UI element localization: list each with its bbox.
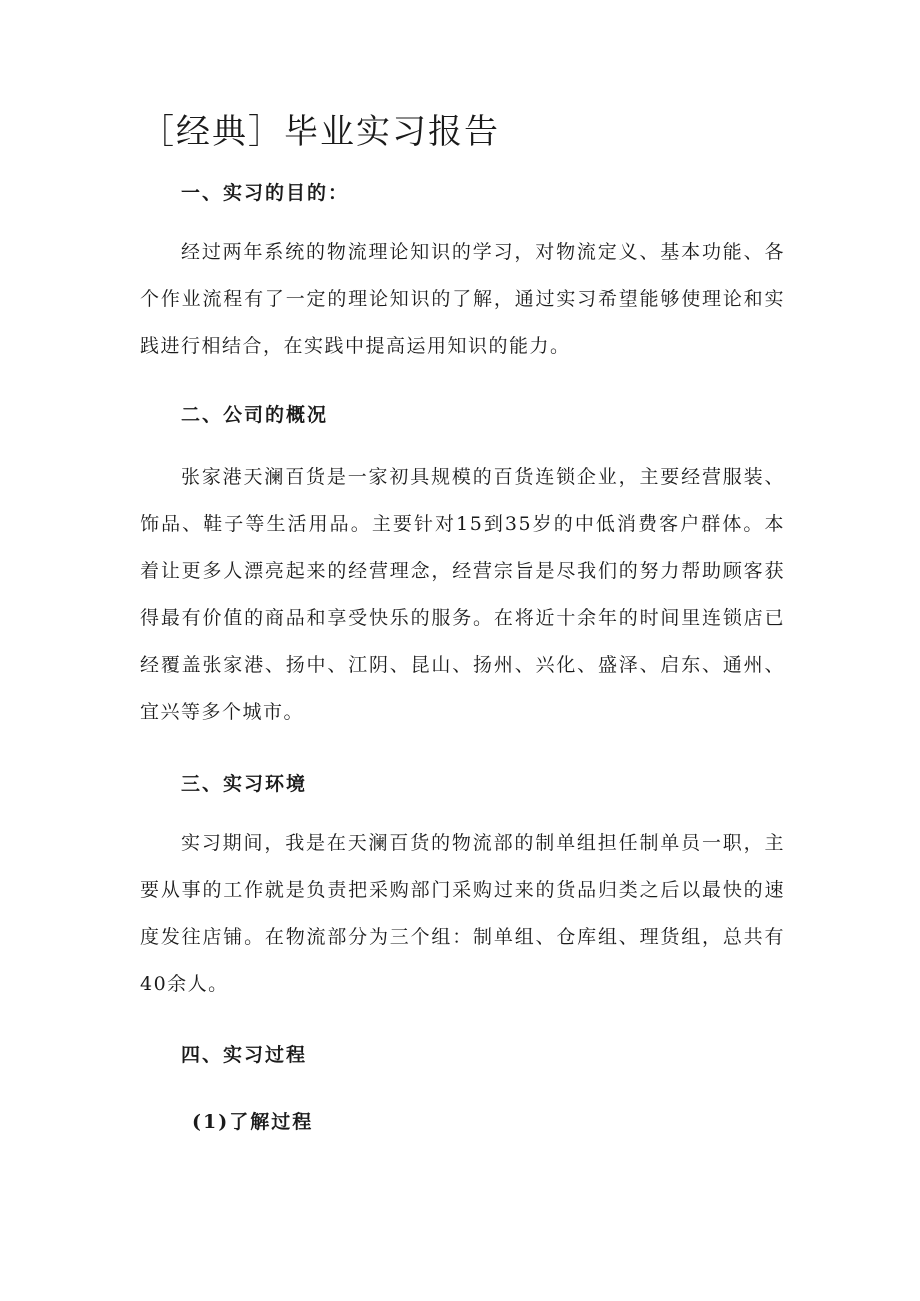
section-heading-process: 四、实习过程: [181, 1044, 308, 1066]
section-subheading-understanding: (1)了解过程: [192, 1111, 314, 1133]
section-heading-environment: 三、实习环境: [181, 773, 308, 795]
section-paragraph-company: 张家港天澜百货是一家初具规模的百货连锁企业，主要经营服装、饰品、鞋子等生活用品。主要针对15到35岁的中低消费客户群体。本着让更多人漂亮起来的经营理念，经营宗旨是尽我们的努力帮助顾客获得最有价值的商品和享受快乐的服务。在将近十余年的时间里连锁店已经覆盖张家港、扬中、江阴、昆山、扬州、兴化、盛泽、启东、通州、宜兴等多个城市。: [140, 466, 785, 723]
section-heading-purpose: 一、实习的目的：: [181, 182, 350, 204]
section-paragraph-environment: 实习期间，我是在天澜百货的物流部的制单组担任制单员一职，主要从事的工作就是负责把采购部门采购过来的货品归类之后以最快的速度发往店铺。在物流部分为三个组：制单组、仓库组、理货组，总共有40余人。: [140, 832, 785, 995]
section-paragraph-purpose: 经过两年系统的物流理论知识的学习，对物流定义、基本功能、各个作业流程有了一定的理论知识的了解，通过实习希望能够使理论和实践进行相结合，在实践中提高运用知识的能力。: [140, 241, 785, 357]
section-heading-company: 二、公司的概况: [181, 404, 329, 426]
document-title: ［经典］毕业实习报告: [140, 112, 500, 152]
